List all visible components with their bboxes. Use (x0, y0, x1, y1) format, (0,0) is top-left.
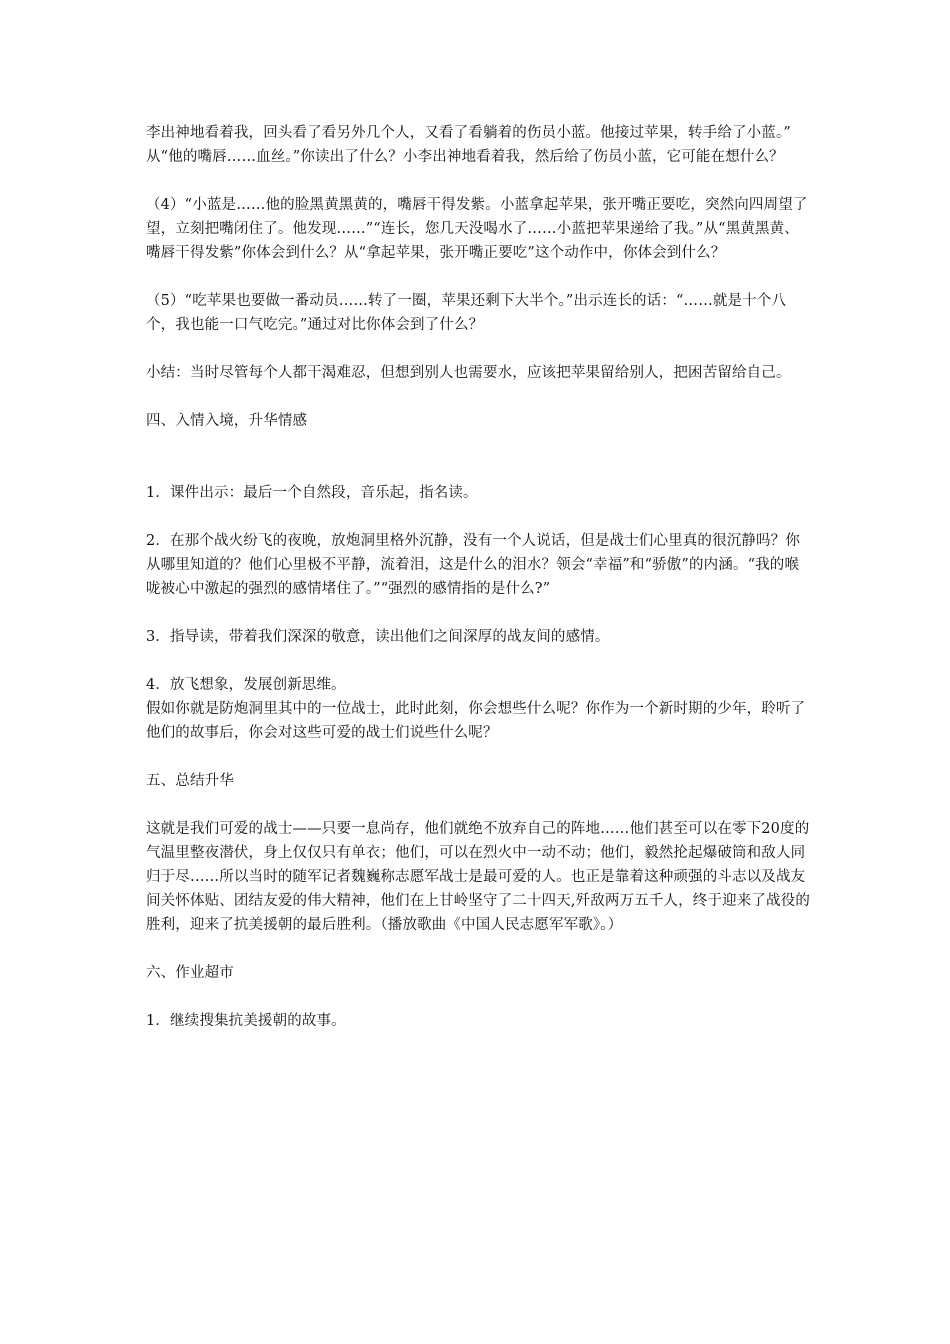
section5-paragraph: 这就是我们可爱的战士——只要一息尚存，他们就绝不放弃自己的阵地……他们甚至可以在零下20度的气温里整夜潜伏，身上仅仅只有单衣；他们，可以在烈火中一动不动；他们，毅然抡起爆破筒和敌人同归于尽……所以当时的随军记者魏巍称志愿军战士是最可爱的人。也正是靠着这种顽强的斗志以及战友间关怀体贴、团结友爱的伟大精神，他们在上甘岭坚守了二十四天,歼敌两万五千人，终于迎来了战役的胜利，迎来了抗美援朝的最后胜利。（播放歌曲《中国人民志愿军军歌》。） (146, 821, 811, 933)
spacer (146, 385, 810, 409)
section4-item-4: 4．放飞想象，发展创新思维。 (146, 677, 346, 693)
section4-item-1: 1．课件出示：最后一个自然段，音乐起，指名读。 (146, 485, 478, 501)
spacer (146, 649, 810, 673)
paragraph-xiaoli-apple: 李出神地看着我，回头看了看另外几个人，又看了看躺着的伤员小蓝。他接过苹果，转手给了小蓝。” (146, 125, 791, 141)
document-page (146, 121, 810, 1033)
spacer (146, 337, 810, 361)
section-heading-6: 六、作业超市 (146, 965, 234, 981)
section-heading-5: 五、总结升华 (146, 773, 234, 789)
paragraph-item-4: （4）“小蓝是……他的脸黑黄黑黄的，嘴唇干得发紫。小蓝拿起苹果，张开嘴正要吃，突然向四周望了望，立刻把嘴闭住了。他发现……”“连长，您几天没喝水了……小蓝把苹果递给了我。”从“黑黄黑黄、嘴唇干得发紫”你体会到什么？从“拿起苹果，张开嘴正要吃”这个动作中，你体会到什么？ (146, 197, 808, 261)
section4-item-3: 3．指导读，带着我们深深的敬意，读出他们之间深厚的战友间的感情。 (146, 629, 610, 645)
paragraph-summary: 小结：当时尽管每个人都干渴难忍，但想到别人也需要水，应该把苹果留给别人，把困苦留给自己。 (146, 365, 791, 381)
paragraph-question-lips: 从“他的嘴唇……血丝。”你读出了什么？小李出神地看着我，然后给了伤员小蓝，它可能在想什么？ (146, 149, 784, 165)
section4-item-2: 2．在那个战火纷飞的夜晚，放炮洞里格外沉静，没有一个人说话，但是战士们心里真的很沉静吗？你从哪里知道的？他们心里极不平静，流着泪，这是什么的泪水？领会“幸福”和“骄傲”的内涵。“我的喉咙被心中激起的强烈的感情堵住了。”“强烈的感情指的是什么?” (146, 533, 800, 597)
section4-item-4-detail: 假如你就是防炮洞里其中的一位战士，此时此刻，你会想些什么呢？你作为一个新时期的少年，聆听了他们的故事后，你会对这些可爱的战士们说些什么呢？ (146, 701, 806, 741)
paragraph-item-5: （5）“吃苹果也要做一番动员……转了一圈，苹果还剩下大半个。”出示连长的话：“……就是十个八个，我也能一口气吃完。”通过对比你体会到了什么？ (146, 293, 787, 333)
spacer (146, 745, 810, 769)
spacer (146, 433, 810, 481)
spacer (146, 793, 810, 817)
spacer (146, 505, 810, 529)
spacer (146, 985, 810, 1009)
spacer (146, 937, 810, 961)
spacer (146, 265, 810, 289)
spacer (146, 169, 810, 193)
section6-item-1: 1．继续搜集抗美援朝的故事。 (146, 1013, 346, 1029)
spacer (146, 601, 810, 625)
section-heading-4: 四、入情入境，升华情感 (146, 413, 308, 429)
